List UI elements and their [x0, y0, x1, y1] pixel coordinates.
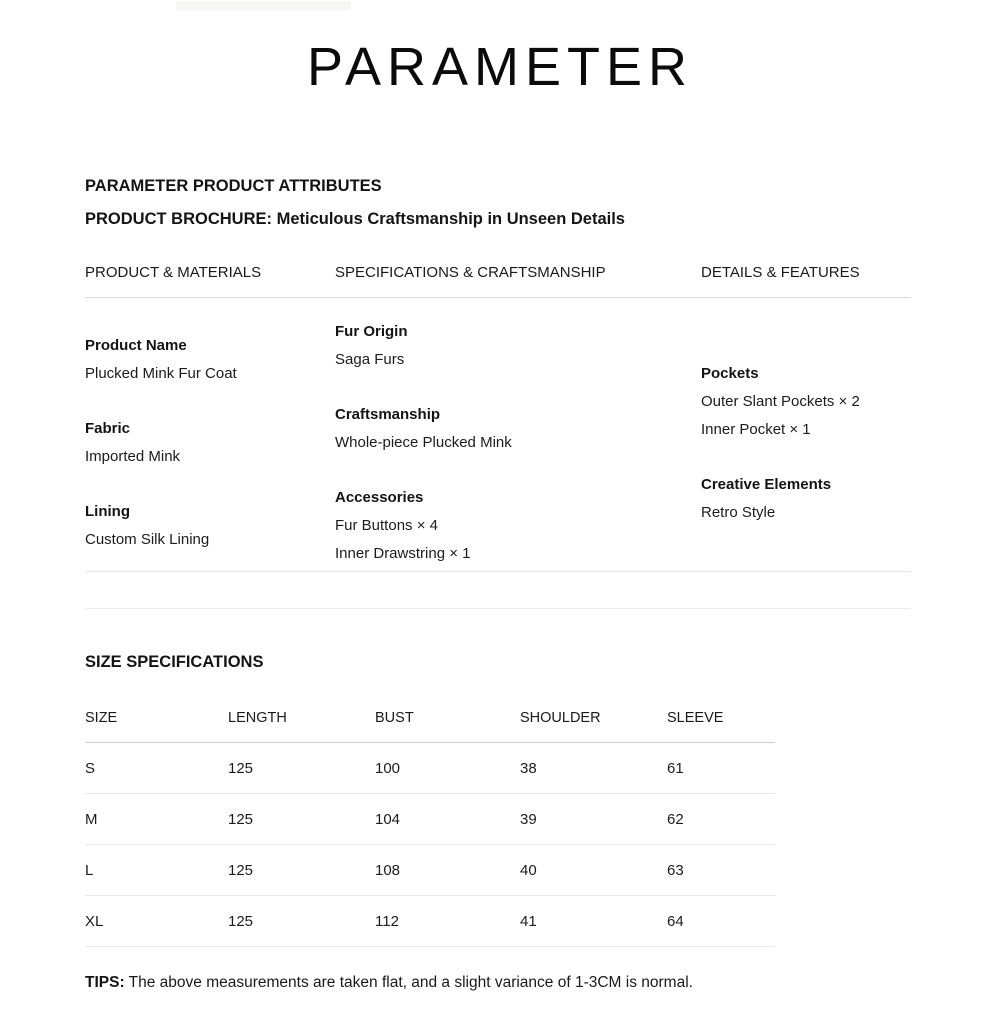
page-content [85, 98, 911, 993]
size-row-l [85, 845, 775, 896]
attribute-label: Product Name [85, 337, 187, 354]
size-cell: 41 [520, 912, 537, 930]
size-cell: 40 [520, 861, 537, 879]
size-cell: 108 [375, 861, 401, 879]
attribute-value: Plucked Mink Fur Coat [85, 365, 237, 382]
size-row-xl [85, 896, 775, 947]
size-table-header-row [85, 672, 775, 743]
attribute-group-pockets [701, 360, 911, 444]
attribute-group-lining [85, 498, 335, 554]
size-row-m [85, 794, 775, 845]
attribute-value: Imported Mink [85, 448, 181, 465]
tips-label: TIPS: [85, 974, 125, 991]
page-title: PARAMETER [306, 37, 694, 97]
attribute-value: Fur Buttons × 4 [335, 517, 438, 534]
size-cell: 62 [667, 810, 684, 828]
tips-text: The above measurements are taken flat, and a slight variance of 1-3CM is normal. [128, 974, 693, 991]
size-table [85, 672, 775, 947]
size-cell: XL [85, 912, 104, 930]
attribute-value: Whole-piece Plucked Mink [335, 434, 512, 451]
attribute-label: Fabric [85, 420, 131, 437]
size-cell: 63 [667, 861, 684, 879]
column-details-features [701, 298, 911, 568]
size-specifications-heading: SIZE SPECIFICATIONS [85, 653, 264, 671]
attribute-label: Fur Origin [335, 323, 408, 340]
attribute-group-fabric [85, 415, 335, 471]
size-col-header-length: LENGTH [228, 710, 287, 726]
attribute-value: Inner Pocket × 1 [701, 421, 811, 438]
attribute-label: Creative Elements [701, 476, 832, 493]
size-cell: 104 [375, 810, 401, 828]
attribute-label: Accessories [335, 489, 424, 506]
size-cell: 125 [228, 912, 254, 930]
size-col-header-size: SIZE [85, 710, 118, 726]
size-cell: S [85, 759, 96, 777]
attributes-columns [85, 298, 911, 568]
attributes-column-headers [85, 229, 911, 298]
size-row-s [85, 743, 775, 794]
size-cell: 61 [667, 759, 684, 777]
column-specifications-craftsmanship [335, 298, 701, 568]
attribute-group-craftsmanship [335, 401, 701, 457]
size-cell: 39 [520, 810, 537, 828]
attribute-label: Craftsmanship [335, 406, 441, 423]
column-header-details-features: DETAILS & FEATURES [701, 264, 860, 281]
column-header-product-materials: PRODUCT & MATERIALS [85, 264, 262, 281]
size-cell: 125 [228, 759, 254, 777]
attribute-value: Custom Silk Lining [85, 531, 210, 548]
attribute-group-accessories [335, 484, 701, 568]
size-cell: 112 [375, 912, 399, 930]
attribute-group-product-name [85, 332, 335, 388]
attribute-value: Saga Furs [335, 351, 405, 368]
attribute-group-creative-elements [701, 471, 911, 527]
size-col-header-bust: BUST [375, 710, 414, 726]
tips-note [85, 947, 911, 993]
section-divider-top [85, 571, 911, 572]
column-product-materials [85, 298, 335, 568]
column-header-specifications-craftsmanship: SPECIFICATIONS & CRAFTSMANSHIP [335, 264, 606, 281]
attribute-group-fur-origin [335, 318, 701, 374]
attribute-label: Lining [85, 503, 130, 520]
top-edge-bar [176, 1, 351, 10]
attribute-value: Inner Drawstring × 1 [335, 545, 471, 562]
attribute-value: Retro Style [701, 504, 776, 521]
size-col-header-sleeve: SLEEVE [667, 710, 724, 726]
size-col-header-shoulder: SHOULDER [520, 710, 601, 726]
size-cell: 125 [228, 810, 254, 828]
size-cell: L [85, 861, 94, 879]
attribute-label: Pockets [701, 365, 759, 382]
size-cell: 125 [228, 861, 254, 879]
attributes-heading: PARAMETER PRODUCT ATTRIBUTES [85, 177, 382, 195]
size-cell: 100 [375, 759, 401, 777]
brochure-subheading: PRODUCT BROCHURE: Meticulous Craftsmanship in Unseen Details [85, 210, 625, 228]
size-cell: M [85, 810, 98, 828]
size-cell: 38 [520, 759, 537, 777]
size-cell: 64 [667, 912, 684, 930]
attribute-value: Outer Slant Pockets × 2 [701, 393, 860, 410]
